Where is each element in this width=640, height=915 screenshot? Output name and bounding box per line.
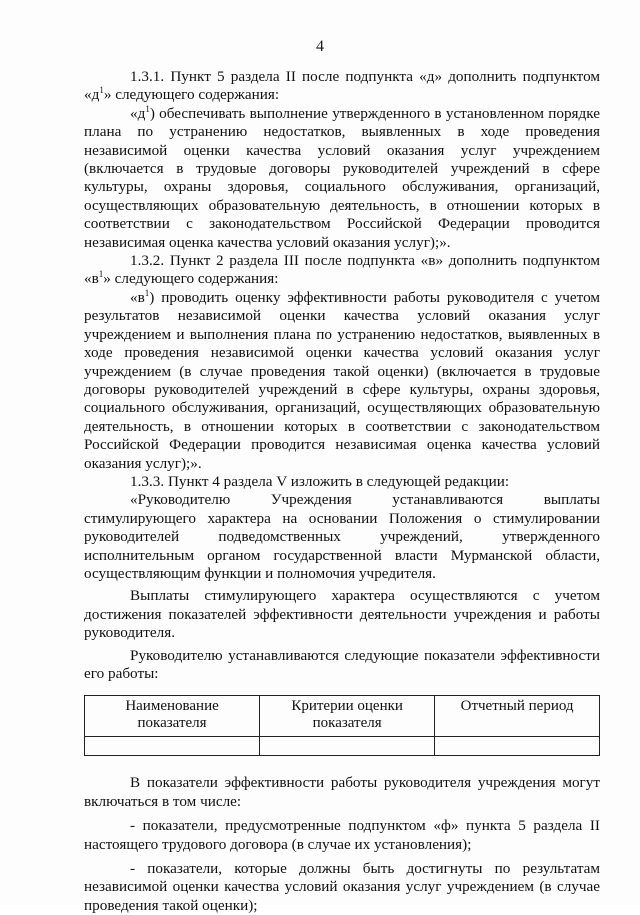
text-fragment: «в (130, 288, 145, 306)
table-row (85, 737, 600, 756)
table-header-cell: Отчетный период (435, 696, 600, 737)
paragraph-1-3-1-intro (84, 68, 600, 105)
superscript: 1 (98, 269, 104, 280)
text-fragment: » следующего содержания: (103, 86, 280, 104)
paragraph-1-3-3-body-1: «Руководителю Учреждения устанавливаются выплаты стимулирующего характера на основании Положения о стимулировании руководителей подведомственных учреждений, утвержденного исполнительным органом государственной власти Мурманской области, осуществляющим функции и полномочия учредителя. (84, 491, 600, 582)
document-body (84, 68, 600, 915)
text-fragment: » следующего содержания: (103, 270, 279, 288)
superscript: 1 (144, 287, 150, 298)
paragraph-closing-1: В показатели эффективности работы руководителя учреждения могут включаться в том числе: (84, 774, 600, 810)
text-fragment: 1.3.1. Пункт 5 раздела II после подпункта «д» дополнить подпунктом «д (84, 68, 600, 104)
superscript: 1 (145, 103, 150, 114)
superscript: 1 (99, 85, 104, 96)
text-fragment: 1.3.2. Пункт 2 раздела III после подпункта «в» дополнить подпунктом «в (84, 252, 600, 288)
paragraph-1-3-1-quote (84, 105, 600, 252)
page-number: 4 (316, 38, 324, 55)
paragraph-1-3-3-intro: 1.3.3. Пункт 4 раздела V изложить в следующей редакции: (130, 472, 510, 490)
paragraph-1-3-3-body-2: Выплаты стимулирующего характера осуществляются с учетом достижения показателей эффективности деятельности учреждения и работы руководителя. (84, 587, 600, 642)
table-cell (435, 737, 600, 756)
table-header-row (85, 696, 600, 737)
text-fragment: ) обеспечивать выполнение утвержденного в установленном порядке плана по устранению недостатков, выявленных в ходе проведения независимой оценки качества условий оказания услуг учреждением (включается в трудовые договоры руководителей учреждений в сфере культуры, охраны здоровья, социального обслуживания, организаций, осуществляющих образовательную деятельность, в отношении которых в соответствии с законодательством Российской Федерации проводится независимая оценка качества условий оказания услуг);». (84, 104, 600, 251)
table-cell (260, 737, 435, 756)
text-fragment: «д (130, 104, 146, 122)
text-fragment: ) проводить оценку эффективности работы руководителя с учетом результатов независимой оценки качества условий оказания услуг учреждением и выполнения плана по устранению недостатков, выявленных в ходе проведения независимой оценки качества условий оказания услуг учреждением (в случае проведения такой оценки) (включается в трудовые договоры руководителей учреждений в сфере культуры, охраны здоровья, социального обслуживания, организаций, осуществляющих образовательную деятельность, в отношении которых в соответствии с законодательством Российской Федерации проводится независимая оценка качества условий оказания услуг);». (84, 288, 600, 472)
paragraph-closing-item-2: - показатели, которые должны быть достигнуты по результатам независимой оценки качества условий оказания услуг учреждением (в случае проведения такой оценки); (84, 860, 600, 914)
table-header-cell: Наименование показателя (85, 696, 260, 737)
paragraph-1-3-3-body-3: Руководителю устанавливаются следующие показатели эффективности его работы: (84, 646, 600, 682)
paragraph-1-3-2-quote (84, 289, 600, 473)
paragraph-closing-item-1: - показатели, предусмотренные подпунктом «ф» пункта 5 раздела II настоящего трудового договора (в случае их установления); (84, 817, 600, 853)
paragraph-1-3-2-intro (84, 252, 600, 289)
indicators-table (84, 695, 600, 756)
table-cell (85, 737, 260, 756)
table-header-cell: Критерии оценки показателя (260, 696, 435, 737)
